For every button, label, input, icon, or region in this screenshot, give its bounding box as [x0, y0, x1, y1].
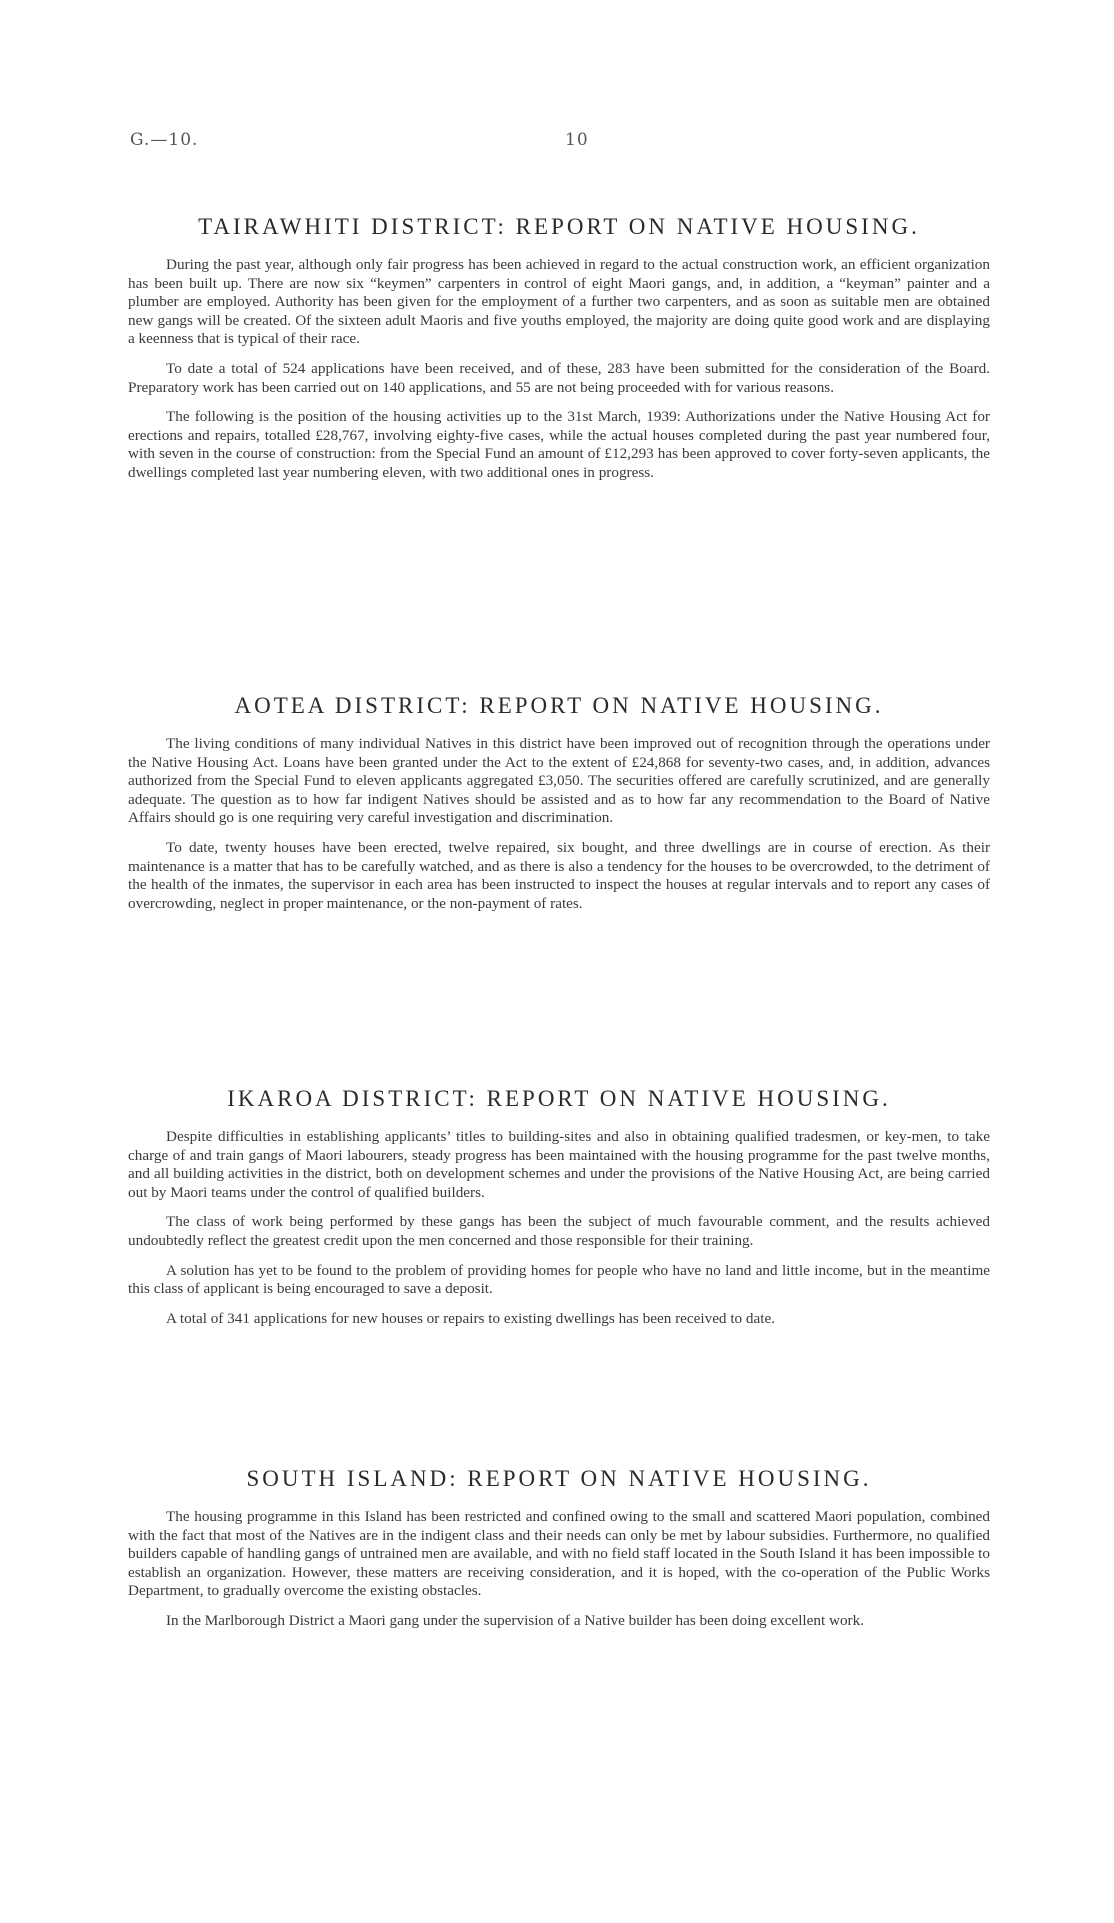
section-aotea [128, 693, 990, 924]
paragraph: To date a total of 524 applications have been received, and of these, 283 have been submitted for the consideration of the Board. Preparatory work has been carried out on 140 applications, and 55 are not being proceeded with for various reasons. [128, 359, 990, 396]
paragraph: Despite difficulties in establishing applicants’ titles to building-sites and also in obtaining qualified tradesmen, or key-men, to take charge of and train gangs of Maori labourers, steady progress has been maintained with the housing programme for the past twelve months, and all building activities in the district, both on development schemes and under the provisions of the Native Housing Act, are being carried out by Maori teams under the control of qualified builders. [128, 1128, 990, 1201]
paragraph: The class of work being performed by these gangs has been the subject of much favourable comment, and the results achieved undoubtedly reflect the greatest credit upon the men concerned and those responsible for their training. [128, 1213, 990, 1249]
page-number: 10 [565, 130, 589, 150]
paragraph: In the Marlborough District a Maori gang under the supervision of a Native builder has been doing excellent work. [166, 1611, 865, 1629]
section-tairawhiti [128, 214, 990, 494]
section-heading: AOTEA DISTRICT: REPORT ON NATIVE HOUSING. [234, 693, 884, 718]
paragraph: During the past year, although only fair progress has been achieved in regard to the actual construction work, an efficient organization has been built up. There are now six “keymen” carpenters in control of eight Maori gangs, and, in addition, a “keyman” painter and a plumber are employed. Authority has been given for the employment of a further two carpenters, and as soon as suitable men are obtained new gangs will be created. Of the sixteen adult Maoris and five youths employed, the majority are doing quite good work and are displaying a keenness that is typical of their race. [128, 256, 990, 348]
section-heading: SOUTH ISLAND: REPORT ON NATIVE HOUSING. [246, 1466, 872, 1491]
page-reference: G.—10. [130, 130, 199, 150]
section-ikaroa [128, 1086, 990, 1339]
paragraph: A solution has yet to be found to the problem of providing homes for people who have no land and little income, but in the meantime this class of applicant is being encouraged to save a deposit. [128, 1261, 990, 1298]
paragraph: To date, twenty houses have been erected, twelve repaired, six bought, and three dwellings are in course of erection. As their maintenance is a matter that has to be carefully watched, and as there is also a tendency for the houses to be overcrowded, to the detriment of the health of the inmates, the supervisor in each area has been instructed to inspect the houses at regular intervals and to report any cases of overcrowding, neglect in proper maintenance, or the non-payment of rates. [128, 838, 990, 912]
paragraph: A total of 341 applications for new houses or repairs to existing dwellings has been received to date. [166, 1309, 776, 1327]
section-heading: IKAROA DISTRICT: REPORT ON NATIVE HOUSING. [227, 1086, 891, 1111]
paragraph: The following is the position of the housing activities up to the 31st March, 1939: Authorizations under the Native Housing Act for erections and repairs, totalled £28,767, involving eighty-five cases, while the actual houses completed during the past year numbered four, with seven in the course of construction: from the Special Fund an amount of £12,293 has been approved to cover forty-seven applicants, the dwellings completed last year numbering eleven, with two additional ones in progress. [128, 408, 990, 481]
section-heading: TAIRAWHITI DISTRICT: REPORT ON NATIVE HOUSING. [198, 214, 920, 239]
paragraph: The living conditions of many individual Natives in this district have been improved out of recognition through the operations under the Native Housing Act. Loans have been granted under the Act to the extent of £24,868 for seventy-two cases, and, in addition, advances authorized from the Special Fund to eleven applicants aggregated £3,050. The securities offered are carefully scrutinized, and are generally adequate. The question as to how far indigent Natives should be assisted and as to how far any recommendation to the Board of Native Affairs should go is one requiring very careful investigation and discrimination. [128, 735, 990, 827]
section-south-island [128, 1466, 990, 1642]
paragraph: The housing programme in this Island has been restricted and confined owing to the small and scattered Maori population, combined with the fact that most of the Natives are in the indigent class and their needs can only be met by labour subsidies. Furthermore, no qualified builders capable of handling gangs of untrained men are available, and with no field staff located in the South Island it has been impossible to establish an organization. However, these matters are receiving consideration, and it is hoped, with the co-operation of the Public Works Department, to gradually overcome the existing obstacles. [128, 1508, 990, 1600]
